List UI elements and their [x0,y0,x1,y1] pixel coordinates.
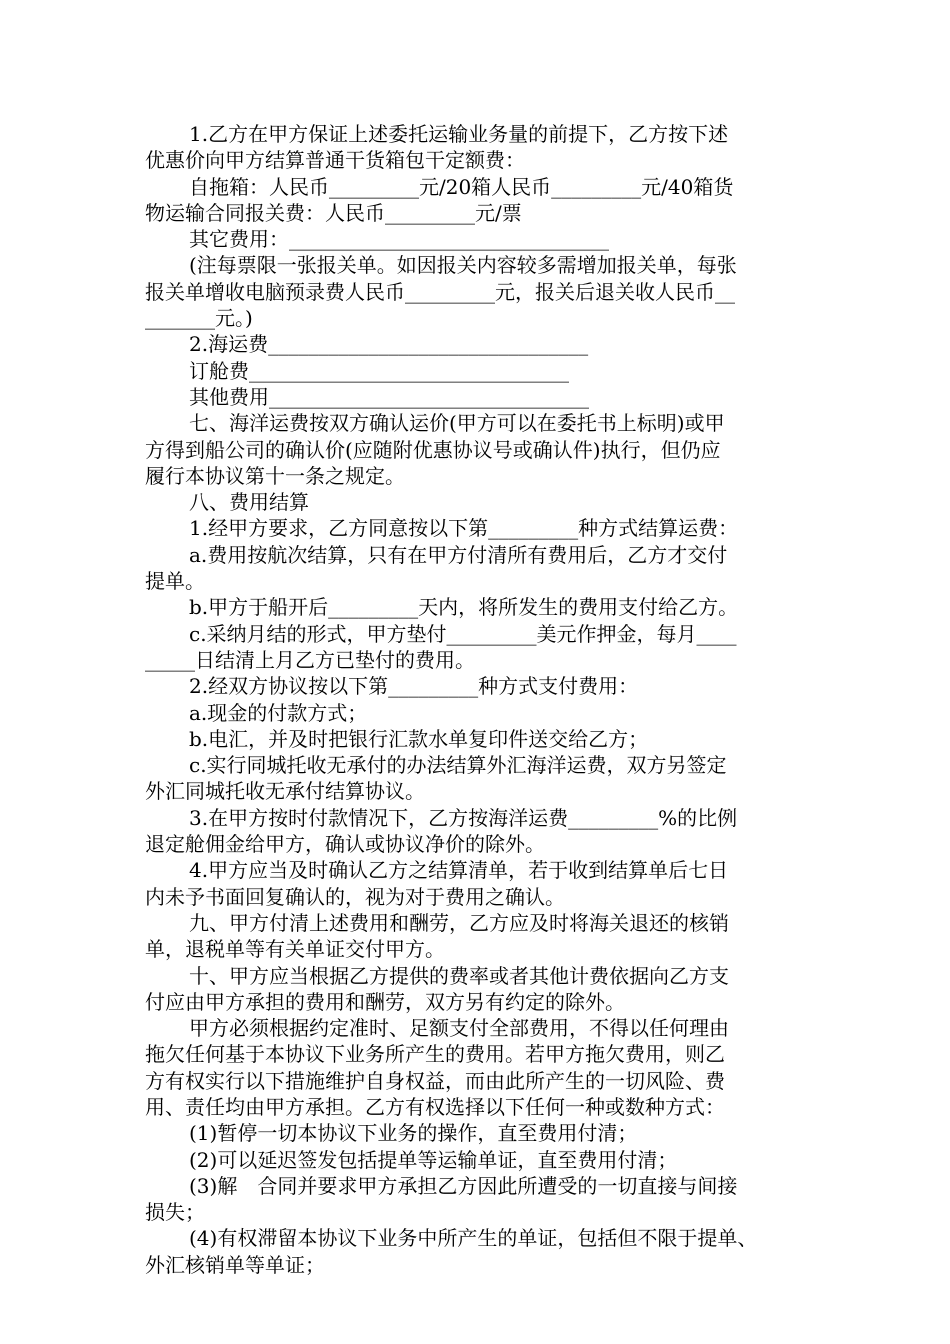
text-line: 2.海运费________________________________ [189,332,589,357]
text-line: (4)有权滞留本协议下业务中所产生的单证，包括但不限于提单、 [189,1226,758,1251]
text-line: 3.在甲方按时付款情况下，乙方按海洋运费_________%的比例 [189,805,738,830]
text-line: 1.乙方在甲方保证上述委托运输业务量的前提下，乙方按下述 [189,122,729,146]
text-line: a.现金的付款方式； [189,700,368,725]
text-line: _____日结清上月乙方已垫付的费用。 [145,647,475,672]
text-line: (注每票限一张报关单。如因报关内容较多需增加报关单，每张 [189,253,737,278]
text-line: 甲方必须根据约定准时、足额支付全部费用，不得以任何理由 [189,1016,729,1041]
text-line: 1.经甲方要求，乙方同意按以下第_________种方式结算运费： [189,516,739,541]
text-line: 内未予书面回复确认的，视为对于费用之确认。 [145,884,565,909]
text-line: 十、甲方应当根据乙方提供的费率或者其他计费依据向乙方支 [189,963,729,988]
text-line: 九、甲方付清上述费用和酬劳，乙方应及时将海关退还的核销 [189,910,729,935]
text-line: 其他费用________________________________ [189,384,589,409]
text-line: 报关单增收电脑预录费人民币_________元，报关后退关收人民币__ [145,279,735,304]
text-line: 物运输合同报关费：人民币_________元/票 [145,200,522,225]
text-line: (1)暂停一切本协议下业务的操作，直至费用付清； [189,1121,638,1146]
text-line: 2.经双方协议按以下第_________种方式支付费用： [189,674,639,699]
text-line: a.费用按航次结算，只有在甲方付清所有费用后，乙方才交付 [189,542,728,567]
text-line: 付应由甲方承担的费用和酬劳，双方另有约定的除外。 [145,989,625,1014]
text-line: 自拖箱：人民币_________元/20箱人民币_________元/40箱货 [189,174,734,199]
text-line: 其它费用：________________________________ [189,227,609,252]
text-line: (2)可以延迟签发包括提单等运输单证，直至费用付清； [189,1147,678,1172]
text-line: 拖欠任何基于本协议下业务所产生的费用。若甲方拖欠费用，则乙 [145,1042,725,1067]
text-line: 八、费用结算 [189,490,309,515]
text-line: b.电汇，并及时把银行汇款水单复印件送交给乙方； [189,726,649,751]
text-line: 外汇核销单等单证； [145,1252,325,1277]
text-line: _______元。) [145,306,253,331]
text-line: c.采纳月结的形式，甲方垫付_________美元作押金，每月____ [189,621,737,646]
text-line: 方有权实行以下措施维护自身权益，而由此所产生的一切风险、费 [145,1068,725,1093]
text-line: 损失； [145,1200,205,1225]
document-body [145,121,815,1278]
text-line: 提单。 [145,569,205,594]
text-line: 七、海洋运费按双方确认运价(甲方可以在委托书上标明)或甲 [189,411,725,436]
text-line: 方得到船公司的确认价(应随附优惠协议号或确认件)执行，但仍应 [145,437,721,462]
text-line: 履行本协议第十一条之规定。 [145,463,405,488]
text-line: b.甲方于船开后_________天内，将所发生的费用支付给乙方。 [189,595,739,620]
text-line: 优惠价向甲方结算普通干货箱包干定额费： [145,148,525,173]
text-line: 用、责任均由甲方承担。乙方有权选择以下任何一种或数种方式： [145,1094,725,1119]
text-line: 订舱费________________________________ [189,358,569,383]
text-line: (3)解 合同并要求甲方承担乙方因此所遭受的一切直接与间接 [189,1173,738,1198]
text-line: c.实行同城托收无承付的办法结算外汇海洋运费，双方另签定 [189,753,727,778]
text-line: 单，退税单等有关单证交付甲方。 [145,937,445,962]
text-line: 4.甲方应当及时确认乙方之结算清单，若于收到结算单后七日 [189,858,729,883]
text-line: 退定舱佣金给甲方，确认或协议净价的除外。 [145,832,545,857]
text-line: 外汇同城托收无承付结算协议。 [145,779,425,804]
